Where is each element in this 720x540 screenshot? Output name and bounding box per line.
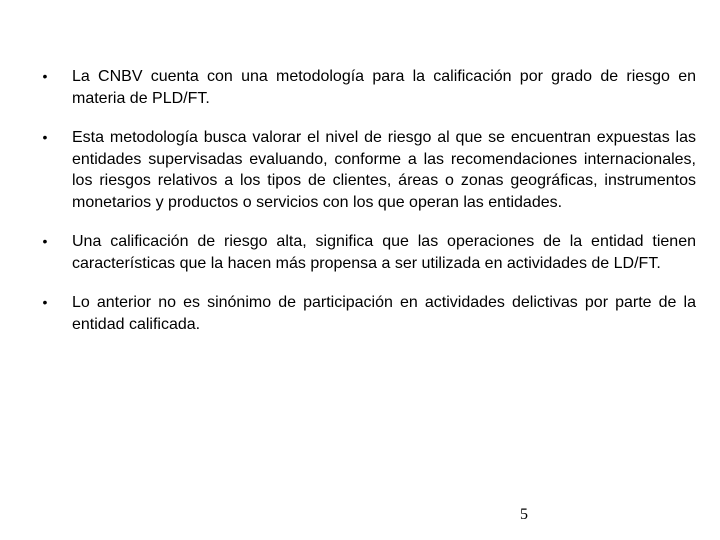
bullet-text: Una calificación de riesgo alta, significa que las operaciones de la entidad tienen características que la hacen más propensa a ser utilizada en actividades de LD/FT.: [72, 233, 696, 272]
bullet-item: [38, 66, 696, 109]
bullet-text: Lo anterior no es sinónimo de participación en actividades delictivas por parte de la entidad calificada.: [72, 294, 696, 333]
bullet-item: [38, 127, 696, 213]
bullet-icon: •: [42, 68, 48, 84]
bullet-icon: •: [42, 294, 48, 310]
bullet-text: La CNBV cuenta con una metodología para la calificación por grado de riesgo en materia de PLD/FT.: [72, 68, 696, 107]
page-number: 5: [520, 506, 528, 523]
bullet-icon: •: [42, 129, 48, 145]
bullet-text: Esta metodología busca valorar el nivel de riesgo al que se encuentran expuestas las entidades supervisadas evaluando, conforme a las recomendaciones internacionales, los riesgos relativos a los tipos de clientes, áreas o zonas geográficas, instrumentos monetarios y productos o servicios con los que operan las entidades.: [72, 129, 696, 211]
bullet-item: [38, 231, 696, 274]
bullet-item: [38, 292, 696, 335]
bullet-list: [38, 66, 696, 353]
bullet-icon: •: [42, 233, 48, 249]
